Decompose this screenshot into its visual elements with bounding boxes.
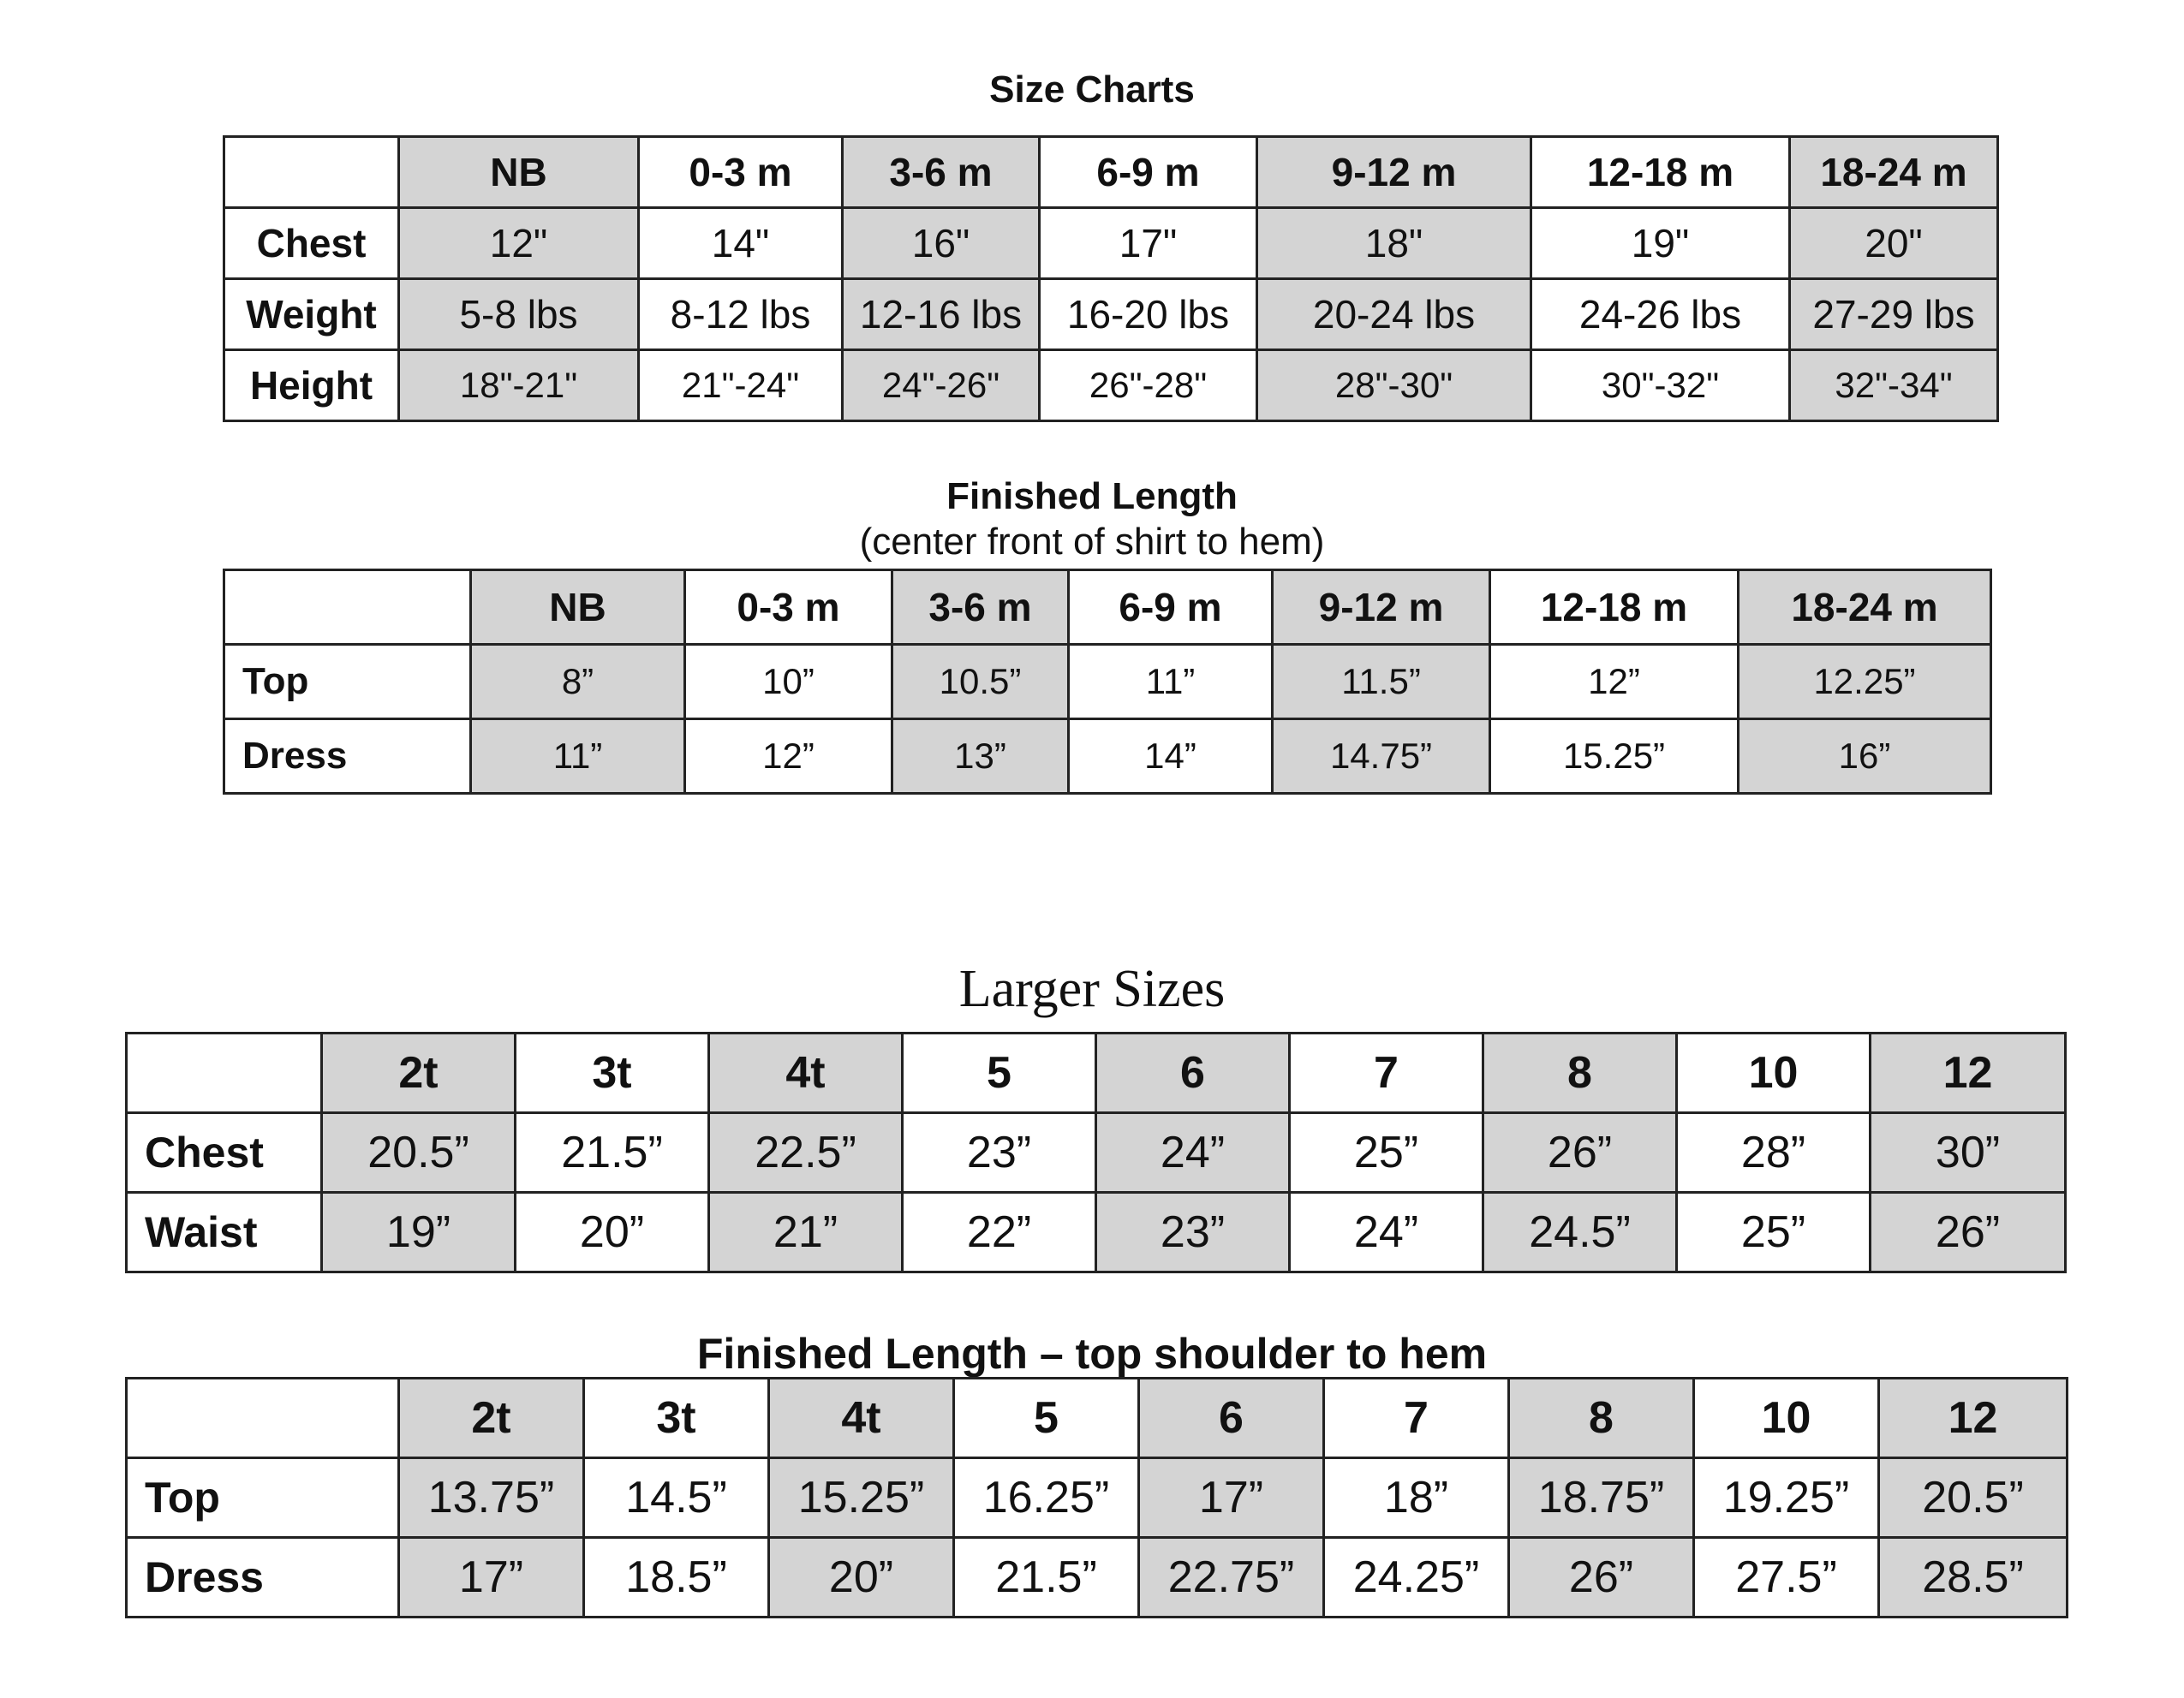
table-cell: 5-8 lbs (399, 279, 639, 350)
table-cell: 28.5” (1879, 1538, 2068, 1618)
table-cell: 18.5” (584, 1538, 769, 1618)
table-cell: 12" (399, 208, 639, 279)
column-header-8: 8 (1509, 1379, 1694, 1458)
size-charts-table (223, 135, 1999, 422)
header-row (224, 570, 1991, 645)
table-cell: 24"-26" (843, 350, 1040, 421)
table-cell: 27-29 lbs (1790, 279, 1998, 350)
column-header-12: 12 (1871, 1034, 2066, 1113)
table-cell: 14.75” (1273, 719, 1490, 794)
table-cell: 30” (1871, 1113, 2066, 1193)
column-header-18-24-m: 18-24 m (1790, 137, 1998, 208)
column-header-8: 8 (1483, 1034, 1677, 1113)
table-cell: 12” (1490, 645, 1739, 719)
table-cell: 16-20 lbs (1040, 279, 1257, 350)
column-header-3t: 3t (516, 1034, 709, 1113)
table-row (127, 1113, 2066, 1193)
column-header-12: 12 (1879, 1379, 2068, 1458)
column-header-12-18-m: 12-18 m (1531, 137, 1790, 208)
table-cell: 24.5” (1483, 1193, 1677, 1272)
column-header-10: 10 (1677, 1034, 1871, 1113)
column-header-18-24-m: 18-24 m (1739, 570, 1991, 645)
column-header-2t: 2t (322, 1034, 516, 1113)
header-row (127, 1379, 2068, 1458)
table-row (127, 1193, 2066, 1272)
table-cell: 20.5” (322, 1113, 516, 1193)
table-cell: 14” (1069, 719, 1273, 794)
table-cell: 13” (892, 719, 1069, 794)
column-header-nb: NB (399, 137, 639, 208)
table-cell: 20” (769, 1538, 954, 1618)
table-cell: 26” (1509, 1538, 1694, 1618)
table-cell: 15.25” (769, 1458, 954, 1538)
table-row (127, 1458, 2068, 1538)
table-cell: 12.25” (1739, 645, 1991, 719)
row-label-weight: Weight (224, 279, 399, 350)
table-cell: 14" (639, 208, 843, 279)
corner-cell (127, 1379, 399, 1458)
table-cell: 26"-28" (1040, 350, 1257, 421)
column-header-6: 6 (1096, 1034, 1290, 1113)
table-cell: 25” (1677, 1193, 1871, 1272)
finished-length-title: Finished Length (946, 475, 1238, 517)
header-row (127, 1034, 2066, 1113)
header-row (224, 137, 1998, 208)
column-header-5: 5 (954, 1379, 1139, 1458)
larger-sizes-table (125, 1032, 2067, 1273)
table-cell: 13.75” (399, 1458, 584, 1538)
column-header-0-3-m: 0-3 m (685, 570, 892, 645)
table-cell: 17” (1139, 1458, 1324, 1538)
table-cell: 20" (1790, 208, 1998, 279)
column-header-6-9-m: 6-9 m (1040, 137, 1257, 208)
table-cell: 18" (1257, 208, 1531, 279)
table-cell: 24-26 lbs (1531, 279, 1790, 350)
table-cell: 24.25” (1324, 1538, 1509, 1618)
row-label-chest: Chest (224, 208, 399, 279)
column-header-9-12-m: 9-12 m (1257, 137, 1531, 208)
table-row (224, 350, 1998, 421)
table-cell: 18"-21" (399, 350, 639, 421)
table-cell: 17” (399, 1538, 584, 1618)
table-cell: 20-24 lbs (1257, 279, 1531, 350)
table-cell: 26” (1483, 1113, 1677, 1193)
table-cell: 21” (709, 1193, 903, 1272)
column-header-3t: 3t (584, 1379, 769, 1458)
table-cell: 10” (685, 645, 892, 719)
table-cell: 19" (1531, 208, 1790, 279)
table-cell: 12-16 lbs (843, 279, 1040, 350)
table-cell: 32"-34" (1790, 350, 1998, 421)
table-cell: 21.5” (516, 1113, 709, 1193)
table-cell: 23” (903, 1113, 1096, 1193)
column-header-7: 7 (1290, 1034, 1483, 1113)
table-cell: 18.75” (1509, 1458, 1694, 1538)
column-header-10: 10 (1694, 1379, 1879, 1458)
row-label-waist: Waist (127, 1193, 322, 1272)
table-cell: 16” (1739, 719, 1991, 794)
table-cell: 24” (1096, 1113, 1290, 1193)
corner-cell (224, 570, 471, 645)
larger-sizes-title: Larger Sizes (958, 960, 1226, 1018)
table-cell: 18” (1324, 1458, 1509, 1538)
table-cell: 28” (1677, 1113, 1871, 1193)
column-header-3-6-m: 3-6 m (843, 137, 1040, 208)
column-header-9-12-m: 9-12 m (1273, 570, 1490, 645)
column-header-6-9-m: 6-9 m (1069, 570, 1273, 645)
table-cell: 20” (516, 1193, 709, 1272)
table-row (224, 279, 1998, 350)
finished-length-subtitle: (center front of shirt to hem) (859, 521, 1325, 563)
table-row (224, 645, 1991, 719)
column-header-nb: NB (471, 570, 685, 645)
table-cell: 8-12 lbs (639, 279, 843, 350)
row-label-height: Height (224, 350, 399, 421)
table-cell: 17" (1040, 208, 1257, 279)
table-cell: 21.5” (954, 1538, 1139, 1618)
size-charts-title: Size Charts (989, 69, 1195, 110)
table-cell: 11” (1069, 645, 1273, 719)
table-cell: 21"-24" (639, 350, 843, 421)
table-cell: 30"-32" (1531, 350, 1790, 421)
table-cell: 19” (322, 1193, 516, 1272)
table-cell: 10.5” (892, 645, 1069, 719)
table-cell: 28"-30" (1257, 350, 1531, 421)
table-cell: 19.25” (1694, 1458, 1879, 1538)
column-header-5: 5 (903, 1034, 1096, 1113)
table-cell: 16.25” (954, 1458, 1139, 1538)
table-cell: 11” (471, 719, 685, 794)
table-cell: 20.5” (1879, 1458, 2068, 1538)
column-header-4t: 4t (769, 1379, 954, 1458)
table-cell: 22.75” (1139, 1538, 1324, 1618)
row-label-dress: Dress (224, 719, 471, 794)
column-header-12-18-m: 12-18 m (1490, 570, 1739, 645)
row-label-chest: Chest (127, 1113, 322, 1193)
table-row (224, 208, 1998, 279)
column-header-4t: 4t (709, 1034, 903, 1113)
table-cell: 8” (471, 645, 685, 719)
table-cell: 11.5” (1273, 645, 1490, 719)
table-cell: 14.5” (584, 1458, 769, 1538)
row-label-top: Top (224, 645, 471, 719)
table-cell: 12” (685, 719, 892, 794)
finished-length-table (223, 569, 1992, 795)
table-cell: 15.25” (1490, 719, 1739, 794)
column-header-6: 6 (1139, 1379, 1324, 1458)
column-header-3-6-m: 3-6 m (892, 570, 1069, 645)
table-cell: 27.5” (1694, 1538, 1879, 1618)
table-cell: 23” (1096, 1193, 1290, 1272)
column-header-7: 7 (1324, 1379, 1509, 1458)
table-row (224, 719, 1991, 794)
finished-length-larger-table (125, 1377, 2068, 1618)
corner-cell (127, 1034, 322, 1113)
table-cell: 26” (1871, 1193, 2066, 1272)
table-cell: 16" (843, 208, 1040, 279)
row-label-dress: Dress (127, 1538, 399, 1618)
table-cell: 25” (1290, 1113, 1483, 1193)
table-cell: 22.5” (709, 1113, 903, 1193)
corner-cell (224, 137, 399, 208)
table-cell: 24” (1290, 1193, 1483, 1272)
table-cell: 22” (903, 1193, 1096, 1272)
column-header-2t: 2t (399, 1379, 584, 1458)
column-header-0-3-m: 0-3 m (639, 137, 843, 208)
row-label-top: Top (127, 1458, 399, 1538)
table-row (127, 1538, 2068, 1618)
finished-length-larger-title: Finished Length – top shoulder to hem (696, 1330, 1488, 1378)
